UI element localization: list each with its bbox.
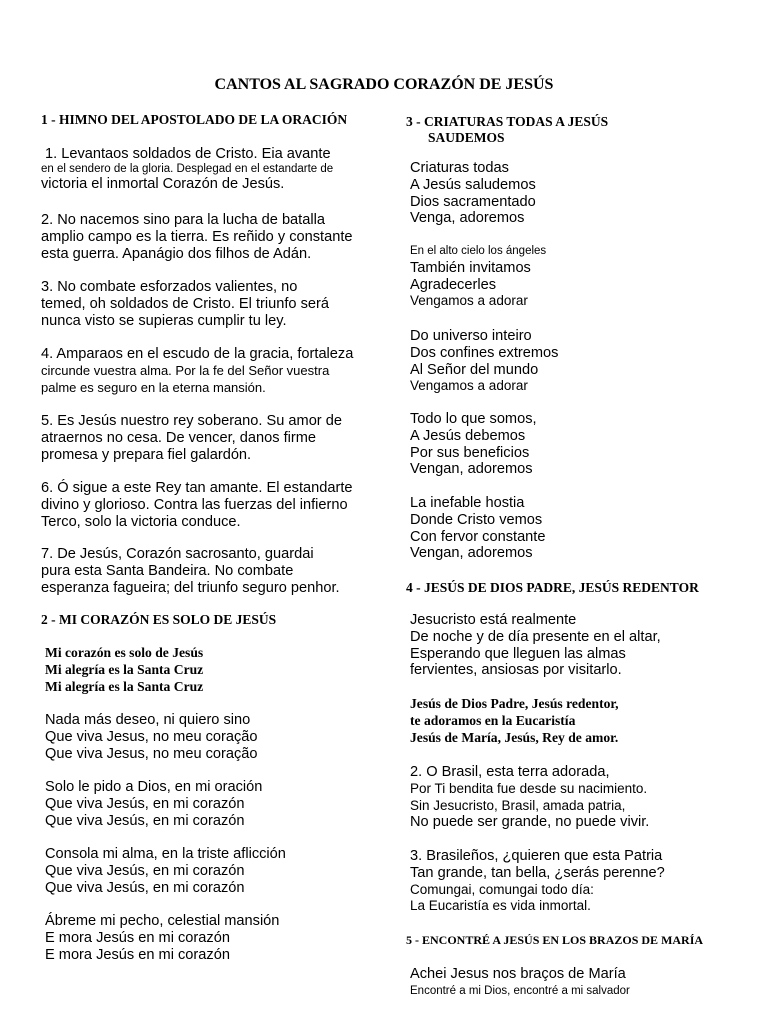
verse-line: Todo lo que somos, (410, 411, 537, 427)
verse-line: Que viva Jesús, en mi corazón (45, 812, 245, 829)
verse-line: Con fervor constante (410, 528, 546, 545)
hymn-2-chorus (45, 645, 203, 695)
verse-line: A Jesús debemos (410, 427, 526, 444)
hymn-1-verse-5 (41, 413, 342, 463)
hymn-1-verse-3 (41, 279, 329, 329)
verse-line: Por Ti bendita fue desde su nacimiento. (410, 780, 648, 796)
hymn-5-verse-1 (410, 966, 630, 1000)
verse-line: Terco, solo la victoria conduce. (41, 513, 241, 530)
verse-line: Sin Jesucristo, Brasil, amada patria, (410, 797, 626, 813)
verse-line: promesa y prepara fiel galardón. (41, 446, 252, 463)
verse-line: Agradecerles (410, 276, 496, 293)
verse-line: Criaturas todas (410, 160, 509, 176)
hymn-4-heading: 4 - JESÚS DE DIOS PADRE, JESÚS REDENTOR (406, 580, 699, 595)
verse-line: E mora Jesús en mi corazón (45, 929, 230, 946)
chorus-line: Mi alegría es la Santa Cruz (45, 678, 204, 694)
verse-line: esperanza fagueira; del triunfo seguro penhor. (41, 579, 340, 596)
chorus-line: Jesús de Dios Padre, Jesús redentor, (410, 696, 619, 711)
verse-line: Solo le pido a Dios, en mi oración (45, 779, 263, 795)
hymn-4-verse-3 (410, 848, 665, 915)
hymn-1-verse-2 (41, 212, 353, 262)
verse-line: Jesucristo está realmente (410, 612, 577, 628)
verse-line: Comungai, comungai todo día: (410, 881, 594, 897)
verse-line: pura esta Santa Bandeira. No combate (41, 562, 294, 579)
verse-line: Que viva Jesus, no meu coração (45, 745, 258, 762)
hymn-2-verse-3 (45, 846, 286, 896)
verse-line: Dos confines extremos (410, 344, 559, 361)
verse-line: Encontré a mi Dios, encontré a mi salvador (410, 984, 630, 997)
verse-line: 2. O Brasil, esta terra adorada, (410, 764, 610, 780)
verse-line: Vengan, adoremos (410, 545, 533, 562)
hymn-4-verse-1 (410, 612, 661, 679)
verse-line: De noche y de día presente en el altar, (410, 628, 661, 645)
hymn-4-chorus (410, 696, 619, 746)
verse-line: en el sendero de la gloria. Desplegad en el estandarte de (41, 162, 334, 175)
verse-line: temed, oh soldados de Cristo. El triunfo será (41, 295, 329, 312)
chorus-line: te adoramos en la Eucaristía (410, 712, 576, 728)
hymn-1-heading: 1 - HIMNO DEL APOSTOLADO DE LA ORACIÓN (41, 112, 348, 127)
verse-line: 5. Es Jesús nuestro rey soberano. Su amor de (41, 413, 342, 429)
verse-line: Vengamos a adorar (410, 378, 528, 394)
verse-line: En el alto cielo los ángeles (410, 245, 547, 257)
hymn-3-verse-3 (410, 328, 558, 395)
verse-line: A Jesús saludemos (410, 176, 536, 193)
verse-line: victoria el inmortal Corazón de Jesús. (41, 175, 285, 192)
verse-line: circunde vuestra alma. Por la fe del Señor vuestra (41, 362, 330, 378)
chorus-line: Jesús de María, Jesús, Rey de amor. (410, 729, 619, 745)
verse-line: Al Señor del mundo (410, 361, 539, 378)
hymn-2-heading: 2 - MI CORAZÓN ES SOLO DE JESÚS (41, 612, 277, 627)
verse-line: 6. Ó sigue a este Rey tan amante. El estandarte (41, 480, 353, 496)
verse-line: Que viva Jesús, en mi corazón (45, 795, 245, 812)
verse-line: Que viva Jesús, en mi corazón (45, 879, 245, 896)
hymn-3-heading (406, 114, 608, 146)
verse-line: La inefable hostia (410, 495, 525, 511)
hymn-1-verse-4 (41, 346, 353, 396)
heading-line: 3 - CRIATURAS TODAS A JESÚS (406, 114, 609, 129)
verse-line: Nada más deseo, ni quiero sino (45, 712, 251, 728)
verse-line: Do universo inteiro (410, 328, 532, 344)
verse-line: La Eucaristía es vida inmortal. (410, 898, 591, 914)
verse-line: Esperando que lleguen las almas (410, 645, 626, 662)
hymn-3-verse-4 (410, 411, 537, 478)
verse-line: atraernos no cesa. De vencer, danos firme (41, 429, 316, 446)
verse-line: Tan grande, tan bella, ¿serás perenne? (410, 864, 665, 881)
verse-line: 3. No combate esforzados valientes, no (41, 279, 298, 295)
verse-line: esta guerra. Apanágio dos filhos de Adán. (41, 245, 312, 262)
verse-line: 1. Levantaos soldados de Cristo. Eia avante (45, 146, 331, 162)
verse-line: divino y glorioso. Contra las fuerzas del infierno (41, 496, 348, 513)
verse-line: palme es seguro en la eterna mansión. (41, 379, 266, 395)
hymn-2-verse-4 (45, 913, 279, 963)
verse-line: 4. Amparaos en el escudo de la gracia, fortaleza (41, 346, 354, 362)
page-title: CANTOS AL SAGRADO CORAZÓN DE JESÚS (214, 76, 554, 93)
verse-line: Ábreme mi pecho, celestial mansión (45, 913, 280, 929)
verse-line: 3. Brasileños, ¿quieren que esta Patria (410, 848, 663, 864)
hymn-5-heading: 5 - ENCONTRÉ A JESÚS EN LOS BRAZOS DE MARÍA (406, 933, 704, 947)
hymn-1-verse-6 (41, 480, 353, 530)
verse-line: E mora Jesús en mi corazón (45, 946, 230, 963)
verse-line: Por sus beneficios (410, 444, 530, 461)
verse-line: Donde Cristo vemos (410, 511, 543, 528)
verse-line: amplio campo es la tierra. Es reñido y constante (41, 228, 353, 245)
chorus-line: Mi corazón es solo de Jesús (45, 645, 204, 660)
hymn-1-verse-7 (41, 546, 340, 596)
verse-line: También invitamos (410, 259, 531, 276)
verse-line: Venga, adoremos (410, 210, 525, 227)
verse-line: 2. No nacemos sino para la lucha de batalla (41, 212, 325, 228)
hymn-3-verse-5 (410, 495, 545, 562)
verse-line: No puede ser grande, no puede vivir. (410, 814, 650, 831)
hymn-2-verse-1 (45, 712, 258, 762)
heading-line: SAUDEMOS (428, 130, 505, 145)
verse-line: 7. De Jesús, Corazón sacrosanto, guardai (41, 546, 314, 562)
hymn-2-verse-2 (45, 779, 262, 829)
chorus-line: Mi alegría es la Santa Cruz (45, 661, 204, 677)
hymn-4-verse-2 (410, 764, 649, 831)
hymn-3-verse-2 (410, 243, 546, 310)
verse-line: Que viva Jesus, no meu coração (45, 728, 258, 745)
hymn-3-verse-1 (410, 160, 536, 227)
verse-line: nunca visto se supieras cumplir tu ley. (41, 312, 287, 329)
verse-line: Vengan, adoremos (410, 461, 533, 478)
verse-line: Achei Jesus nos braços de María (410, 966, 626, 982)
verse-line: Vengamos a adorar (410, 293, 528, 309)
verse-line: Que viva Jesús, en mi corazón (45, 862, 245, 879)
hymn-1-verse-1 (41, 146, 333, 193)
verse-line: Consola mi alma, en la triste aflicción (45, 846, 286, 862)
verse-line: Dios sacramentado (410, 193, 536, 210)
verse-line: fervientes, ansiosas por visitarlo. (410, 662, 622, 679)
